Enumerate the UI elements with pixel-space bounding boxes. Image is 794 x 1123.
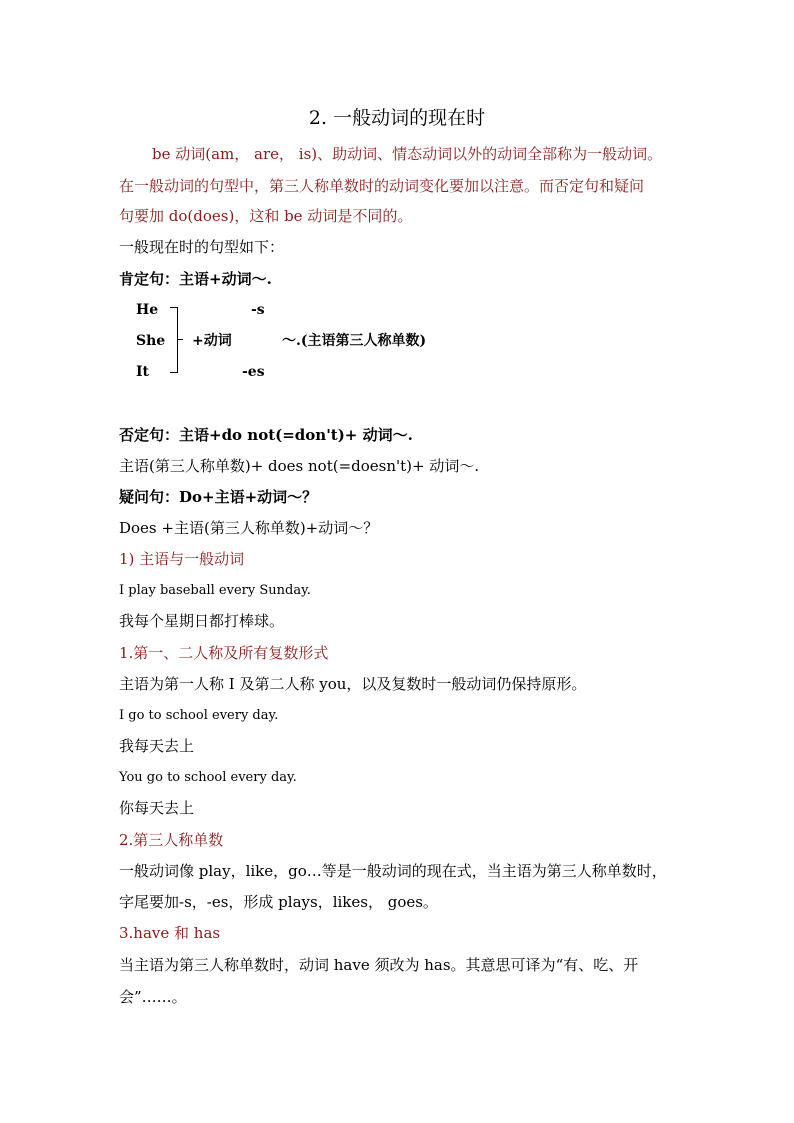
section4-line-1: 当主语为第三人称单数时，动词 have 须改为 has。其意思可译为“有、吃、开 xyxy=(119,956,639,974)
formula-note: ～.(主语第三人称单数) xyxy=(282,333,427,349)
example3-english: You go to school every day. xyxy=(119,770,297,785)
conjugation-formula xyxy=(134,298,494,386)
example3-chinese: 你每天去上 xyxy=(119,799,195,817)
formula-bracket-tick xyxy=(178,339,183,340)
example2-chinese: 我每天去上 xyxy=(119,737,195,755)
formula-verb: +动词 xyxy=(192,333,232,349)
question-third-pattern: Does +主语(第三人称单数)+动词～？ xyxy=(119,519,379,537)
example1-english: I play baseball every Sunday. xyxy=(119,583,311,598)
section2-heading: 1.第一、二人称及所有复数形式 xyxy=(119,644,329,662)
intro-line-2: 在一般动词的句型中，第三人称单数时的动词变化要加以注意。而否定句和疑问 xyxy=(119,177,645,195)
example2-english: I go to school every day. xyxy=(119,708,279,723)
section4-line-2: 会”……。 xyxy=(119,988,187,1006)
affirmative-pattern: 肯定句：主语+动词～. xyxy=(119,270,272,288)
section3-heading: 2.第三人称单数 xyxy=(119,831,224,849)
negative-third-pattern: 主语(第三人称单数)+ does not(=doesn't)+ 动词～. xyxy=(119,457,480,475)
formula-bracket xyxy=(170,307,178,373)
section2-text: 主语为第一人称 I 及第二人称 you，以及复数时一般动词仍保持原形。 xyxy=(119,675,587,693)
section3-line-2: 字尾要加-s，-es，形成 plays，likes， goes。 xyxy=(119,893,438,911)
formula-she: She xyxy=(136,333,166,349)
formula-it: It xyxy=(136,364,150,380)
formula-suffix-es: -es xyxy=(242,364,265,380)
section1-heading: 1) 主语与一般动词 xyxy=(119,550,245,568)
section4-heading: 3.have 和 has xyxy=(119,924,221,942)
formula-he: He xyxy=(136,302,159,318)
page-title: 2. 一般动词的现在时 xyxy=(308,107,486,129)
patterns-heading: 一般现在时的句型如下： xyxy=(119,238,285,256)
question-pattern: 疑问句：Do+主语+动词～？ xyxy=(119,488,318,506)
negative-pattern: 否定句：主语+do not(=don't)+ 动词～. xyxy=(119,426,413,444)
intro-line-3: 句要加 do(does)，这和 be 动词是不同的。 xyxy=(119,207,413,225)
example1-chinese: 我每个星期日都打棒球。 xyxy=(119,612,285,630)
formula-suffix-s: -s xyxy=(251,302,265,318)
intro-line-1: be 动词(am， are， is)、助动词、情态动词以外的动词全部称为一般动词。 xyxy=(152,145,663,163)
section3-line-1: 一般动词像 play，like，go…等是一般动词的现在式，当主语为第三人称单数时， xyxy=(119,862,667,880)
